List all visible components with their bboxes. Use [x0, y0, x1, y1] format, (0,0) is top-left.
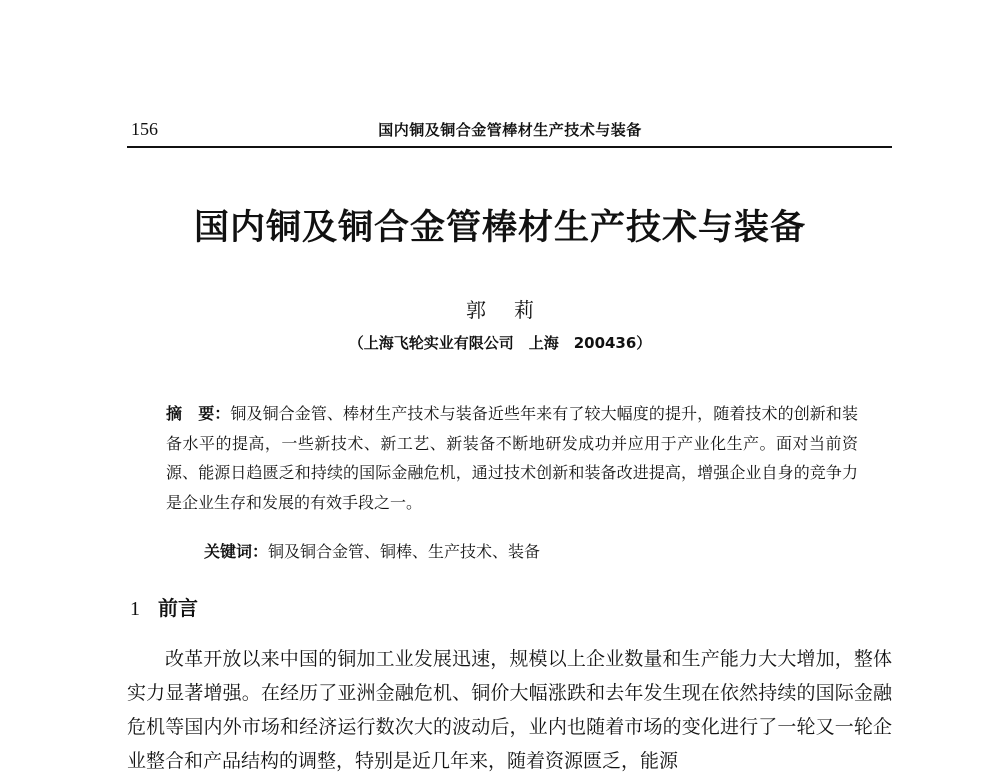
abstract-text: 铜及铜合金管、棒材生产技术与装备近些年来有了较大幅度的提升，随着技术的创新和装备水平的提高，一些新技术、新工艺、新装备不断地研发成功并应用于产业化生产。面对当前资源、能源日趋匮乏和持续的国际金融危机，通过技术创新和装备改进提高，增强企业自身的竞争力是企业生存和发展的有效手段之一。 [166, 404, 858, 512]
body-paragraph: 改革开放以来中国的铜加工业发展迅速，规模以上企业数量和生产能力大大增加，整体实力显著增强。在经历了亚洲金融危机、铜价大幅涨跌和去年发生现在依然持续的国际金融危机等国内外市场和经济运行数次大的波动后，业内也随着市场的变化进行了一轮又一轮企业整合和产品结构的调整，特别是近几年来，随着资源匮乏，能源 [127, 648, 892, 772]
header-rule [127, 146, 892, 148]
article-title: 国内铜及铜合金管棒材生产技术与装备 [193, 207, 806, 248]
running-header-title: 国内铜及铜合金管棒材生产技术与装备 [378, 121, 642, 139]
author-affiliation: （上海飞轮实业有限公司 上海 200436） [348, 334, 652, 352]
author-name: 郭莉 [466, 298, 562, 322]
page-number: 156 [131, 119, 158, 139]
abstract-label: 摘 要： [166, 404, 231, 423]
keywords-label: 关键词： [204, 542, 269, 561]
section-number: 1 [130, 598, 140, 620]
keywords [204, 538, 858, 566]
section-title: 前言 [158, 596, 198, 620]
section-heading [130, 592, 198, 621]
keywords-text: 铜及铜合金管、铜棒、生产技术、装备 [268, 542, 541, 561]
abstract [166, 399, 858, 517]
